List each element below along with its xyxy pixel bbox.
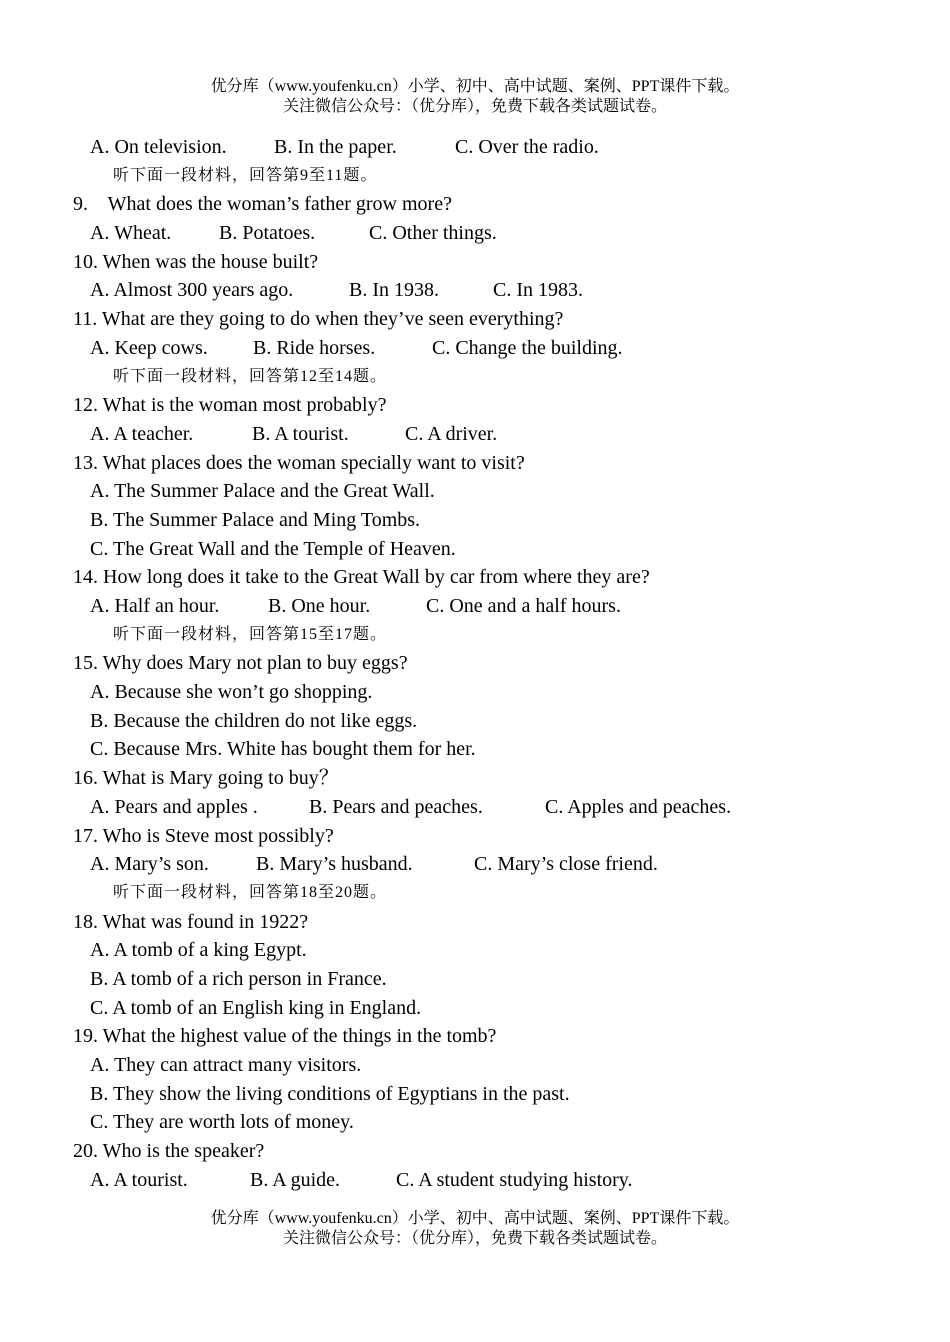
question: 19. What the highest value of the things in the tomb? [73, 1025, 497, 1048]
answer-options-row [73, 219, 893, 248]
answer-option: A. A tomb of a king Egypt. [90, 939, 307, 962]
question: 15. Why does Mary not plan to buy eggs? [73, 652, 408, 675]
answer-option: C. Over the radio. [455, 136, 599, 158]
answer-option: C. A driver. [405, 422, 498, 445]
page-header [0, 77, 950, 117]
section-instruction: 听下面一段材料，回答第12至14题。 [113, 367, 388, 385]
page-footer [0, 1209, 950, 1249]
answer-options-row [73, 276, 893, 305]
answer-option: B. Pears and peaches. [309, 795, 483, 818]
answer-options-row [73, 1166, 893, 1195]
question: 16. What is Mary going to buy？ [73, 767, 339, 790]
answer-options-row [73, 592, 893, 621]
section-instruction: 听下面一段材料，回答第9至11题。 [113, 166, 378, 184]
question: 11. What are they going to do when they’ve seen everything? [73, 308, 564, 331]
answer-option: C. Change the building. [432, 336, 623, 359]
footer-line-2: 关注微信公众号：（优分库），免费下载各类试题试卷。 [282, 1230, 667, 1247]
answer-option: A. Mary’s son. [90, 853, 209, 876]
answer-option: B. In the paper. [274, 136, 397, 158]
question: 20. Who is the speaker? [73, 1140, 265, 1163]
answer-option: A. Because she won’t go shopping. [90, 681, 373, 704]
answer-option: B. In 1938. [349, 279, 439, 302]
question: 10. When was the house built? [73, 250, 319, 273]
answer-option: B. The Summer Palace and Ming Tombs. [90, 508, 421, 531]
exam-content [73, 133, 893, 1194]
answer-options-row [73, 793, 893, 822]
answer-option: B. Mary’s husband. [256, 853, 413, 876]
answer-option: C. Other things. [369, 222, 497, 245]
question: 14. How long does it take to the Great Wall by car from where they are? [73, 566, 650, 589]
answer-option: B. Ride horses. [253, 336, 376, 359]
answer-option: B. A tomb of a rich person in France. [90, 967, 387, 990]
question: 9. What does the woman’s father grow more? [73, 193, 452, 216]
answer-option: C. Mary’s close friend. [474, 853, 658, 876]
answer-option: B. Potatoes. [219, 222, 316, 245]
header-line-1: 优分库（www.youfenku.cn）小学、初中、高中试题、案例、PPT课件下载。 [210, 78, 740, 95]
answer-option: A. The Summer Palace and the Great Wall. [90, 480, 435, 503]
answer-option: C. A student studying history. [396, 1168, 633, 1191]
answer-option: B. A guide. [250, 1168, 341, 1191]
answer-option: A. Almost 300 years ago. [90, 279, 294, 302]
answer-option: A. Half an hour. [90, 595, 220, 617]
answer-option: A. Keep cows. [90, 336, 208, 359]
answer-option: C. A tomb of an English king in England. [90, 996, 422, 1019]
footer-line-1: 优分库（www.youfenku.cn）小学、初中、高中试题、案例、PPT课件下载。 [210, 1210, 740, 1227]
answer-option: A. On television. [90, 136, 227, 158]
answer-option: C. They are worth lots of money. [90, 1111, 354, 1134]
answer-option: C. Apples and peaches. [545, 795, 732, 818]
header-line-2: 关注微信公众号：（优分库），免费下载各类试题试卷。 [282, 98, 667, 115]
answer-options-row [73, 850, 893, 879]
answer-option: B. They show the living conditions of Egyptians in the past. [90, 1082, 570, 1105]
answer-option: B. One hour. [268, 595, 371, 617]
section-instruction: 听下面一段材料，回答第15至17题。 [113, 625, 388, 643]
answer-option: A. Wheat. [90, 222, 172, 245]
answer-option: A. They can attract many visitors. [90, 1054, 362, 1076]
answer-options-row [73, 420, 893, 449]
question: 12. What is the woman most probably? [73, 394, 387, 417]
answer-option: A. Pears and apples . [90, 795, 258, 818]
question: 18. What was found in 1922? [73, 910, 309, 933]
answer-option: C. In 1983. [493, 279, 583, 302]
section-instruction: 听下面一段材料，回答第18至20题。 [113, 883, 388, 901]
answer-option: B. Because the children do not like eggs. [90, 709, 418, 732]
answer-option: A. A tourist. [90, 1168, 188, 1191]
answer-options-row [73, 133, 893, 162]
answer-option: C. Because Mrs. White has bought them for her. [90, 738, 476, 761]
question: 13. What places does the woman specially want to visit? [73, 451, 525, 474]
answer-option: B. A tourist. [252, 422, 349, 445]
answer-option: A. A teacher. [90, 422, 194, 445]
answer-option: C. One and a half hours. [426, 595, 621, 617]
question: 17. Who is Steve most possibly? [73, 824, 334, 847]
answer-options-row [73, 334, 893, 363]
answer-option: C. The Great Wall and the Temple of Heaven. [90, 537, 456, 560]
